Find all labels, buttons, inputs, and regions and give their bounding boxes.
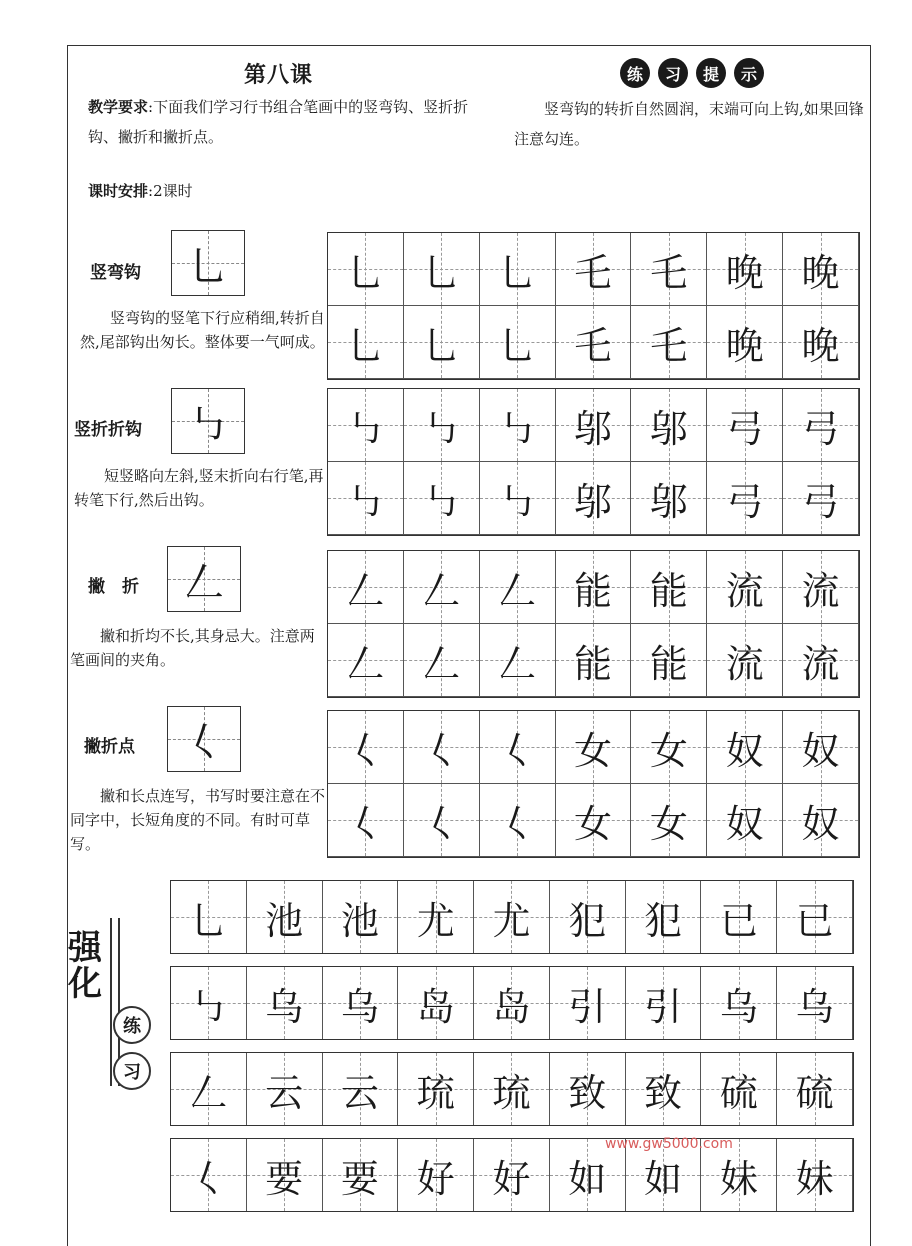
grid-cell — [328, 624, 404, 697]
grid-cell — [707, 233, 783, 306]
grid-character: 岛 — [416, 984, 455, 1029]
grid-cell — [480, 389, 556, 462]
grid-character: 能 — [573, 641, 612, 686]
grid-character: 致 — [568, 1070, 607, 1115]
grid-character: 乌 — [719, 984, 758, 1029]
stroke-description: 竖弯钩的竖笔下行应稍细,转折自然,尾部钩出匆长。整体要一气呵成。 — [80, 309, 325, 351]
grid-character: 邬 — [573, 479, 612, 524]
grid-character: 乇 — [573, 323, 612, 368]
grid-cell — [556, 551, 632, 624]
grid-cell — [328, 784, 404, 857]
teaching-requirement — [88, 92, 488, 152]
practice-circle-char: 习 — [113, 1052, 151, 1090]
grid-cell — [404, 306, 480, 379]
grid-cell — [480, 233, 556, 306]
grid-cell — [701, 881, 777, 953]
grid-character: 能 — [649, 568, 688, 613]
grid-character: 妹 — [719, 1156, 758, 1201]
grid-character: 女 — [649, 728, 688, 773]
practice-grid — [327, 232, 860, 380]
grid-character: 晚 — [725, 323, 764, 368]
practice-circle-char: 练 — [113, 1006, 151, 1044]
grid-character: 𠃋 — [498, 568, 537, 613]
grid-cell — [247, 1139, 323, 1211]
grid-character: 晚 — [725, 250, 764, 295]
grid-character: 引 — [644, 984, 683, 1029]
practice-tip-text: 竖弯钩的转折自然圆润，末端可向上钩,如果回锋注意勾连。 — [514, 100, 864, 148]
grid-cell — [328, 233, 404, 306]
grid-character: 𠃋 — [422, 568, 461, 613]
grid-character: 𡿨 — [422, 728, 461, 773]
grid-cell — [398, 1139, 474, 1211]
grid-cell — [328, 551, 404, 624]
grid-cell — [328, 462, 404, 535]
grid-cell — [247, 967, 323, 1039]
grid-cell — [783, 462, 859, 535]
grid-cell — [783, 624, 859, 697]
tip-badge: 提 — [696, 58, 726, 88]
tip-badge: 练 — [620, 58, 650, 88]
stroke-sample-glyph: ㇉ — [188, 401, 228, 448]
grid-cell — [171, 1139, 247, 1211]
schedule-label: 课时安排 — [88, 182, 149, 200]
reinforcement-row — [170, 1138, 854, 1212]
grid-cell — [631, 462, 707, 535]
grid-cell — [480, 462, 556, 535]
grid-cell — [783, 306, 859, 379]
grid-cell — [556, 624, 632, 697]
grid-character: 如 — [568, 1156, 607, 1201]
stroke-name: 竖折折钩 — [74, 420, 142, 440]
grid-cell — [404, 624, 480, 697]
grid-character: 邬 — [649, 406, 688, 451]
grid-cell — [707, 624, 783, 697]
grid-character: 弓 — [801, 406, 840, 451]
grid-cell — [626, 881, 702, 953]
grid-character: 乚 — [498, 323, 537, 368]
stroke-sample-box — [171, 230, 245, 296]
grid-character: 弓 — [725, 406, 764, 451]
grid-cell — [550, 967, 626, 1039]
grid-character: 犯 — [568, 898, 607, 943]
grid-character: 乌 — [340, 984, 379, 1029]
grid-cell — [323, 881, 399, 953]
grid-character: 能 — [649, 641, 688, 686]
grid-cell — [783, 551, 859, 624]
stroke-description: 撇和长点连写，书写时要注意在不同字中，长短角度的不同。有时可草写。 — [70, 787, 326, 853]
grid-character: 𠃋 — [346, 641, 385, 686]
grid-character: 好 — [492, 1156, 531, 1201]
grid-character: 妹 — [795, 1156, 834, 1201]
grid-character: 𠃋 — [346, 568, 385, 613]
grid-character: 犯 — [644, 898, 683, 943]
grid-cell — [404, 389, 480, 462]
grid-cell — [777, 967, 853, 1039]
grid-character: 女 — [573, 728, 612, 773]
grid-character: 要 — [265, 1156, 304, 1201]
grid-character: 𡿨 — [346, 801, 385, 846]
grid-cell — [701, 967, 777, 1039]
grid-cell — [707, 462, 783, 535]
requirement-text: :下面我们学习行书组合笔画中的竖弯钩、竖折折钩、撇折和撇折点。 — [88, 98, 469, 146]
grid-character: 云 — [340, 1070, 379, 1115]
grid-character: ㇉ — [498, 406, 537, 451]
grid-character: 𡿨 — [422, 801, 461, 846]
grid-cell — [404, 784, 480, 857]
grid-cell — [480, 624, 556, 697]
stroke-name: 撇 折 — [88, 577, 139, 597]
grid-character: 流 — [725, 641, 764, 686]
grid-character: 乇 — [573, 250, 612, 295]
stroke-sample-box — [171, 388, 245, 454]
grid-character: 𠃋 — [422, 641, 461, 686]
grid-cell — [474, 967, 550, 1039]
grid-character: ㇉ — [346, 479, 385, 524]
grid-character: 已 — [719, 898, 758, 943]
grid-cell — [550, 1139, 626, 1211]
practice-grid — [327, 710, 860, 858]
grid-character: 晚 — [801, 250, 840, 295]
grid-cell — [631, 624, 707, 697]
grid-character: 𠃋 — [189, 1070, 228, 1115]
grid-character: 乌 — [795, 984, 834, 1029]
grid-character: 乇 — [649, 250, 688, 295]
grid-character: 女 — [573, 801, 612, 846]
grid-character: 致 — [644, 1070, 683, 1115]
grid-character: 流 — [725, 568, 764, 613]
grid-character: ㇉ — [422, 406, 461, 451]
grid-cell — [777, 1053, 853, 1125]
grid-cell — [474, 1139, 550, 1211]
grid-cell — [777, 881, 853, 953]
grid-cell — [323, 1053, 399, 1125]
grid-character: 𡿨 — [498, 801, 537, 846]
grid-character: 乚 — [346, 250, 385, 295]
grid-cell — [404, 711, 480, 784]
grid-character: 邬 — [649, 479, 688, 524]
grid-cell — [707, 784, 783, 857]
requirement-label: 教学要求 — [88, 98, 149, 116]
grid-character: 池 — [340, 898, 379, 943]
grid-cell — [323, 967, 399, 1039]
stroke-description: 短竖略向左斜,竖末折向右行笔,再转笔下行,然后出钩。 — [74, 467, 324, 509]
grid-character: 琉 — [416, 1070, 455, 1115]
grid-character: 流 — [801, 641, 840, 686]
grid-character: 乚 — [422, 250, 461, 295]
grid-character: ㇉ — [346, 406, 385, 451]
grid-cell — [631, 711, 707, 784]
stroke-sample-glyph: 𡿨 — [184, 719, 224, 766]
grid-character: 𠃋 — [498, 641, 537, 686]
grid-character: 奴 — [801, 728, 840, 773]
grid-character: 奴 — [725, 728, 764, 773]
grid-character: 硫 — [719, 1070, 758, 1115]
stroke-sample-box — [167, 706, 241, 772]
grid-cell — [626, 1053, 702, 1125]
stroke-sample-glyph: 𠃋 — [184, 559, 224, 606]
grid-cell — [171, 967, 247, 1039]
grid-character: 尤 — [492, 898, 531, 943]
grid-character: ㇉ — [498, 479, 537, 524]
grid-character: 琉 — [492, 1070, 531, 1115]
grid-cell — [398, 967, 474, 1039]
grid-cell — [480, 306, 556, 379]
grid-cell — [247, 881, 323, 953]
grid-character: 云 — [265, 1070, 304, 1115]
grid-cell — [474, 881, 550, 953]
grid-character: 弓 — [801, 479, 840, 524]
grid-cell — [550, 881, 626, 953]
grid-character: 乇 — [649, 323, 688, 368]
grid-character: 硫 — [795, 1070, 834, 1115]
grid-character: 如 — [644, 1156, 683, 1201]
class-schedule — [88, 180, 193, 201]
grid-cell — [631, 233, 707, 306]
grid-cell — [701, 1053, 777, 1125]
grid-cell — [480, 711, 556, 784]
grid-cell — [556, 233, 632, 306]
grid-character: 乌 — [265, 984, 304, 1029]
grid-cell — [328, 711, 404, 784]
grid-cell — [556, 389, 632, 462]
grid-character: 乚 — [346, 323, 385, 368]
grid-cell — [631, 306, 707, 379]
grid-cell — [404, 462, 480, 535]
watermark: www.gw5000.com — [605, 1136, 733, 1152]
grid-cell — [480, 784, 556, 857]
grid-character: 要 — [340, 1156, 379, 1201]
grid-character: 乚 — [189, 898, 228, 943]
practice-grid — [327, 550, 860, 698]
stroke-description: 撇和折均不长,其身忌大。注意两笔画间的夹角。 — [70, 627, 315, 669]
grid-character: 池 — [265, 898, 304, 943]
grid-character: 已 — [795, 898, 834, 943]
grid-cell — [707, 551, 783, 624]
lesson-title: 第八课 — [244, 62, 314, 88]
stroke-sample-glyph: 乚 — [188, 243, 228, 290]
stroke-name: 撇折点 — [84, 737, 135, 757]
grid-cell — [626, 1139, 702, 1211]
grid-cell — [171, 1053, 247, 1125]
grid-cell — [707, 389, 783, 462]
grid-cell — [247, 1053, 323, 1125]
grid-character: 邬 — [573, 406, 612, 451]
reinforcement-row — [170, 880, 854, 954]
grid-cell — [631, 784, 707, 857]
grid-character: 好 — [416, 1156, 455, 1201]
grid-character: 岛 — [492, 984, 531, 1029]
grid-cell — [701, 1139, 777, 1211]
grid-character: 尤 — [416, 898, 455, 943]
grid-cell — [404, 551, 480, 624]
grid-character: 乚 — [422, 323, 461, 368]
grid-cell — [631, 389, 707, 462]
grid-cell — [707, 711, 783, 784]
grid-character: ㇉ — [189, 984, 228, 1029]
grid-cell — [707, 306, 783, 379]
grid-cell — [777, 1139, 853, 1211]
grid-cell — [783, 389, 859, 462]
grid-cell — [783, 784, 859, 857]
grid-cell — [171, 881, 247, 953]
tip-badge: 习 — [658, 58, 688, 88]
reinforcement-row — [170, 1052, 854, 1126]
grid-cell — [398, 881, 474, 953]
stroke-name: 竖弯钩 — [90, 263, 141, 283]
grid-character: 𡿨 — [189, 1156, 228, 1201]
grid-character: 𡿨 — [346, 728, 385, 773]
grid-character: 乚 — [498, 250, 537, 295]
grid-cell — [550, 1053, 626, 1125]
grid-character: 奴 — [725, 801, 764, 846]
grid-character: ㇉ — [422, 479, 461, 524]
grid-cell — [556, 784, 632, 857]
schedule-text: :2课时 — [148, 182, 193, 200]
grid-cell — [328, 389, 404, 462]
grid-cell — [631, 551, 707, 624]
grid-cell — [398, 1053, 474, 1125]
grid-cell — [480, 551, 556, 624]
grid-cell — [556, 711, 632, 784]
grid-cell — [783, 233, 859, 306]
stroke-sample-box — [167, 546, 241, 612]
practice-title: 强化 — [68, 928, 102, 1004]
reinforcement-row — [170, 966, 854, 1040]
grid-cell — [783, 711, 859, 784]
grid-character: 能 — [573, 568, 612, 613]
grid-cell — [404, 233, 480, 306]
grid-cell — [474, 1053, 550, 1125]
grid-character: 奴 — [801, 801, 840, 846]
tip-badge: 示 — [734, 58, 764, 88]
grid-character: 弓 — [725, 479, 764, 524]
grid-character: 晚 — [801, 323, 840, 368]
grid-cell — [556, 306, 632, 379]
grid-character: 女 — [649, 801, 688, 846]
practice-tip-badges — [620, 58, 764, 88]
grid-character: 𡿨 — [498, 728, 537, 773]
grid-cell — [328, 306, 404, 379]
grid-cell — [323, 1139, 399, 1211]
practice-grid — [327, 388, 860, 536]
grid-cell — [556, 462, 632, 535]
grid-character: 流 — [801, 568, 840, 613]
grid-cell — [626, 967, 702, 1039]
grid-character: 引 — [568, 984, 607, 1029]
